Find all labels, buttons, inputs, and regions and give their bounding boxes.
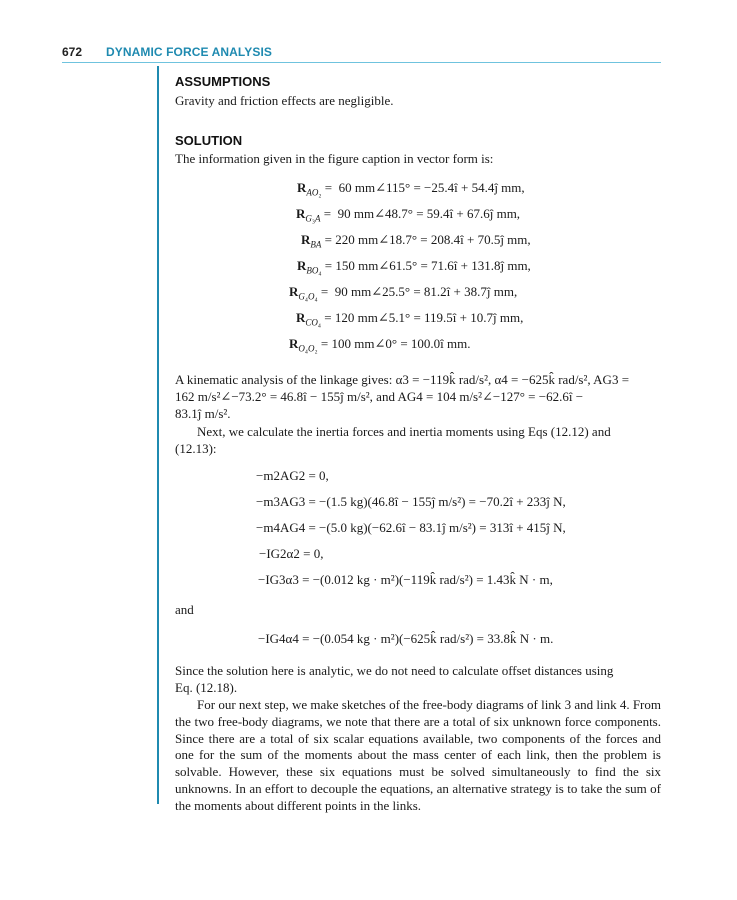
- running-header: [62, 44, 661, 63]
- eq-inertia-m4: −m4AG4 = −(5.0 kg)(−62.6î − 83.1ĵ m/s²) = 313î + 415ĵ N,: [256, 520, 566, 535]
- solution-intro: The information given in the figure caption in vector form is:: [175, 151, 494, 166]
- eq-r-g3a: $R_{G_3A} = 90$ mm∠48.7° = 59.4î + 67.6ĵ mm,: [296, 206, 521, 224]
- and-word: and: [175, 602, 194, 617]
- kinematic-line-3: 83.1ĵ m/s².: [175, 405, 231, 421]
- next-step-paragraph: For our next step, we make sketches of the free-body diagrams of link 3 and link 4. From the two free-body diagrams, we note that there are a total of six unknown force components. Since there are a total of six scalar equations available, two components of the forces and one for the sum of the moments about the mass center of each link, then the problem is solvable. However, these six equations must be solved simultaneously to find the six unknowns. In an effort to decouple the equations, an alternative strategy is to take the sum of the moments about different points in the links.: [175, 697, 661, 813]
- analytic-line-1: Since the solution here is analytic, we do not need to calculate offset distances using: [175, 663, 614, 678]
- kinematic-paragraph: [175, 372, 661, 422]
- eq-r-o4o2: $R_{O_4O_2} = 100$ mm∠0° = 100.0î mm.: [289, 336, 471, 354]
- analytic-paragraph: [175, 663, 661, 697]
- eq-r-g4o4: $R_{G_4O_4} = 90$ mm∠25.5° = 81.2î + 38.7ĵ mm,: [289, 284, 518, 302]
- eq-r-ba: $R_{BA} = 220$ mm∠18.7° = 208.4î + 70.5ĵ mm,: [301, 232, 531, 250]
- margin-bar: [157, 66, 159, 804]
- eq-inertia-ig2: −IG2α2 = 0,: [259, 546, 324, 561]
- running-title: DYNAMIC FORCE ANALYSIS: [106, 45, 272, 59]
- eq-r-bo4: $R_{BO_4} = 150$ mm∠61.5° = 71.6î + 131.8ĵ mm,: [297, 258, 531, 276]
- kinematic-line-2: 162 m/s²∠−73.2° = 46.8î − 155ĵ m/s², and AG4 = 104 m/s²∠−127° = −62.6î −: [175, 388, 584, 404]
- analytic-line-2: Eq. (12.18).: [175, 679, 238, 695]
- assumptions-heading: ASSUMPTIONS: [175, 74, 271, 89]
- eq-inertia-ig4: −IG4α4 = −(0.054 kg · m²)(−625k̂ rad/s²) = 33.8k̂ N · m.: [258, 631, 554, 646]
- next-line-1: Next, we calculate the inertia forces and inertia moments using Eqs (12.12) and: [197, 424, 611, 439]
- eq-inertia-m3: −m3AG3 = −(1.5 kg)(46.8î − 155ĵ m/s²) = −70.2î + 233ĵ N,: [256, 494, 566, 509]
- eq-inertia-ig3: −IG3α3 = −(0.012 kg · m²)(−119k̂ rad/s²) = 1.43k̂ N · m,: [258, 572, 553, 587]
- solution-heading: SOLUTION: [175, 133, 243, 148]
- eq-r-ao2: $R_{AO_2} = 60$ mm∠115° = −25.4î + 54.4ĵ mm,: [297, 180, 525, 198]
- page-number: 672: [62, 45, 83, 59]
- eq-r-co4: $R_{CO_4} = 120$ mm∠5.1° = 119.5î + 10.7ĵ mm,: [296, 310, 524, 328]
- next-line-2: (12.13):: [175, 440, 217, 456]
- kinematic-line-1: A kinematic analysis of the linkage gives: α3 = −119k̂ rad/s², α4 = −625k̂ rad/s², AG3 =: [175, 372, 630, 387]
- eq-inertia-m2: −m2AG2 = 0,: [256, 468, 329, 483]
- assumptions-text: Gravity and friction effects are negligible.: [175, 93, 394, 108]
- next-paragraph: [175, 424, 661, 458]
